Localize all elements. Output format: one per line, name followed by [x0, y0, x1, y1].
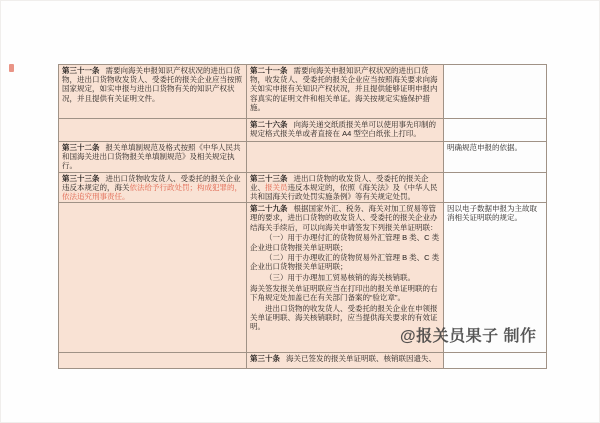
article-heading: 第三十条 [250, 354, 280, 364]
article-heading: 第三十一条 [62, 66, 100, 75]
article-paragraph: （一）用于办理付汇的货物贸易外汇管理 B 类、C 类企业进口货物报关单证明联； [250, 233, 440, 252]
cell-r4-note [444, 172, 547, 203]
cell-r6-new-article [247, 353, 444, 369]
article-heading: 第三十二条 [62, 143, 100, 152]
article-paragraph: 进出口货物的收发货人、受委托的报关企业在申领报关单证明联、海关核销联时，应当提供海关要求的有效证明。 [250, 303, 438, 332]
article-body: 进出口货物收发货人、受委托的报关企业违反本规定的，海关 [62, 173, 241, 192]
cell-r1-note [444, 65, 547, 119]
article-paragraph: （三）用于办理加工贸易核销的海关核销联。 [265, 273, 415, 283]
article-body: 需要向海关申报知识产权状况的进出口货物，收发货人、受委托的报关企业应当按照海关要求向海关如实申报有关知识产权状况，并且提供能够证明申报内容真实的证明文件和相关单证。海关按规定实施保护措施。 [250, 66, 438, 112]
cell-r2-old-article [59, 119, 247, 142]
cell-r5-old-article [59, 203, 247, 353]
article-body-highlight: 依法给予行政处罚；构成犯罪的，依法追究刑事责任。 [62, 182, 242, 202]
watermark: @报关员果子 制作 [400, 328, 537, 345]
article-body: 违反本规定的，依照《海关法》及《中华人民共和国海关行政处罚实施条例》等有关规定处罚。 [250, 182, 438, 202]
cell-r6-note [444, 353, 547, 369]
article-heading: 第三十三条 [250, 173, 288, 183]
cell-r2-note [444, 119, 547, 142]
article-heading: 第三十三条 [62, 173, 100, 183]
table-row-4 [59, 172, 547, 203]
cell-r6-old-article [59, 353, 247, 369]
article-body: 进出口货物的收发货人、受委托的报关企业、 [250, 173, 429, 192]
article-body: 根据国家外汇、税务、海关对加工贸易等管理的要求，进出口货物的收发货人、受委托的报关企业办结海关手续后，可以向海关申请签发下列报关单证明联： [250, 204, 438, 232]
article-body: 报关单填制规范及格式按照《中华人民共和国海关进出口货物报关单填制规范》及相关规定执行。 [62, 143, 241, 171]
cell-r4-old-article [59, 172, 247, 203]
table-row-6 [59, 353, 547, 369]
table-row-1 [59, 65, 547, 119]
red-marker-icon [9, 64, 14, 72]
note-text: 因以电子数据申报为主故取消相关证明联的规定。 [447, 204, 537, 223]
article-heading: 第二十六条 [250, 120, 288, 129]
article-body: 需要向海关申报知识产权状况的进出口货物，进出口货物收发货人、受委托的报关企业应当按照国家规定，如实申报与进出口货物有关的知识产权状况，并且提供有关证明文件。 [62, 66, 242, 103]
article-heading: 第二十九条 [250, 204, 288, 214]
table-row-3 [59, 142, 547, 173]
cell-r3-new-article [247, 142, 444, 173]
cell-r2-new-article [247, 119, 444, 142]
cell-r3-note [444, 142, 547, 173]
article-body-highlight: 报关员 [265, 182, 288, 192]
note-text: 明确规范申报的依据。 [447, 143, 522, 152]
cell-r3-old-article [59, 142, 247, 173]
article-paragraph [250, 204, 440, 232]
article-paragraph: 海关签发报关单证明联应当在打印出的报关单证明联的右下角规定处加盖已在有关部门备案的“验讫章”。 [250, 283, 438, 303]
article-body: 向海关递交纸质报关单可以使用事先印制的规定格式报关单或者直接在 A4 型空白纸张上打印。 [250, 120, 436, 139]
article-heading: 第二十一条 [250, 66, 288, 75]
cell-r4-new-article [247, 172, 444, 203]
article-body: 海关已签发的报关单证明联、核销联因遗失、 [286, 354, 436, 364]
table-row-2 [59, 119, 547, 142]
cell-r1-new-article [247, 65, 444, 119]
cell-r1-old-article [59, 65, 247, 119]
article-paragraph: （二）用于办理收汇的货物贸易外汇管理 B 类、C 类企业出口货物报关单证明联； [250, 253, 440, 272]
